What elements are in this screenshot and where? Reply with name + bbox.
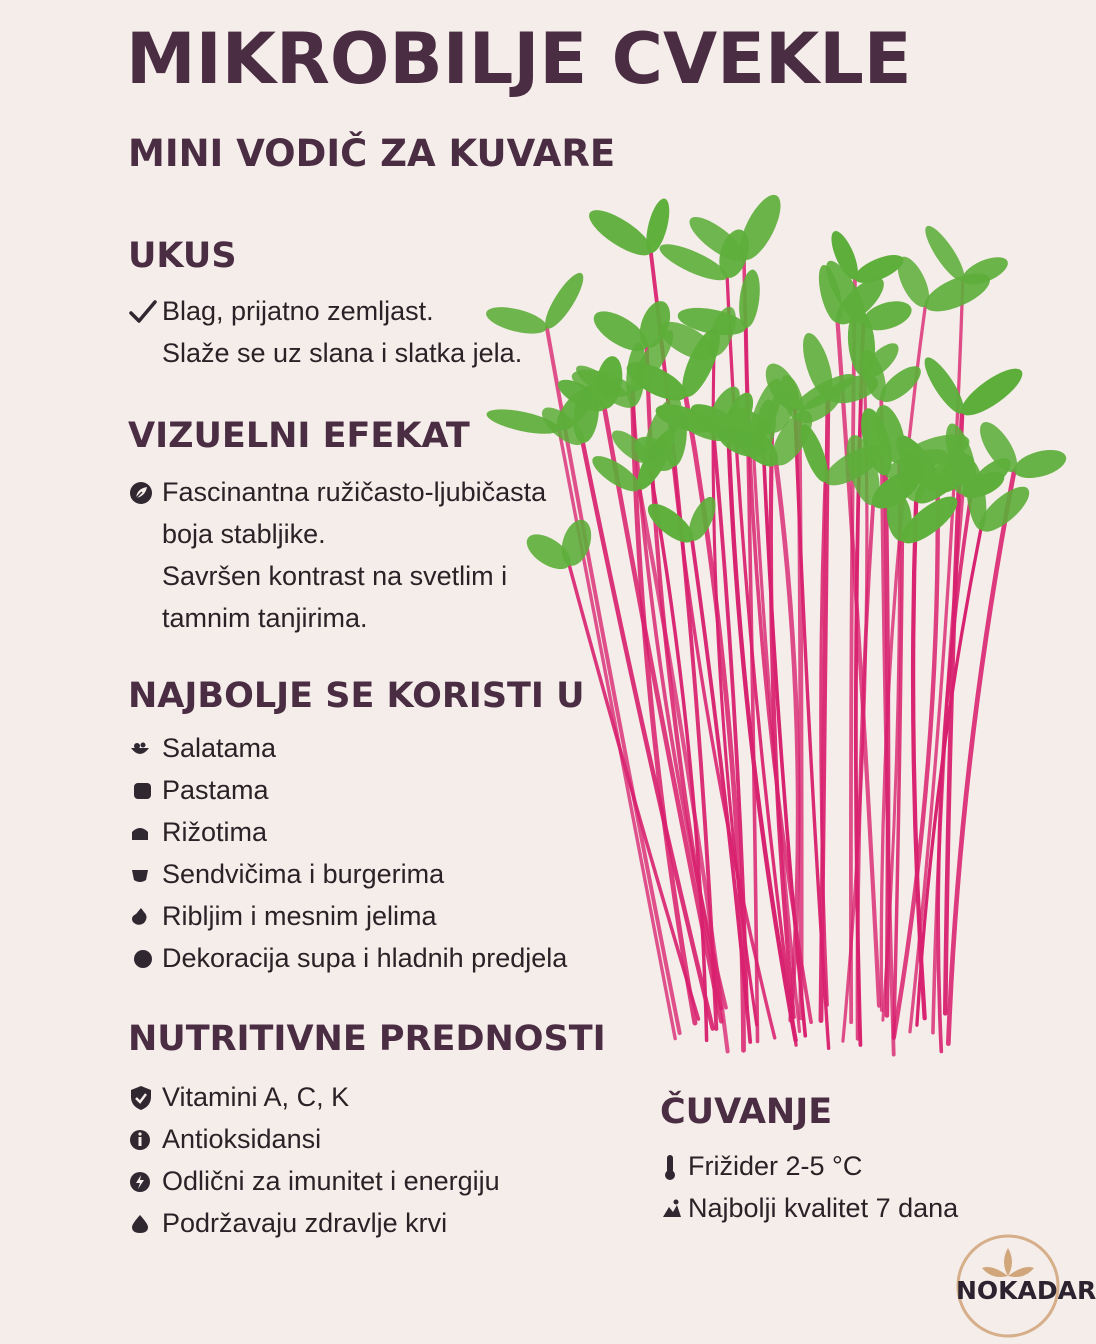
vizuelni-line-2: boja stabljike. — [162, 519, 326, 549]
checkmark-icon — [128, 299, 162, 325]
list-item: Pastama — [128, 775, 269, 806]
logo-text: NOKADAR — [956, 1276, 1096, 1305]
list-item: Dekoracija supa i hladnih predjela — [128, 943, 567, 974]
shield-check-icon — [128, 1084, 162, 1112]
heading-ukus: UKUS — [128, 236, 237, 276]
list-item: Podržavaju zdravlje krvi — [128, 1208, 447, 1239]
leaf-icon — [128, 480, 162, 506]
thermometer-icon — [660, 1153, 688, 1181]
page-title: MIKROBILJE CVEKLE — [126, 18, 912, 100]
quality-icon — [660, 1197, 688, 1221]
info-icon — [128, 1128, 162, 1152]
list-item: Frižider 2-5 °C — [660, 1151, 862, 1182]
leaf — [1011, 445, 1070, 484]
energy-icon — [128, 1170, 162, 1194]
list-item: Ribljim i mesnim jelima — [128, 901, 437, 932]
list-item: Antioksidansi — [128, 1124, 321, 1155]
leaf — [955, 361, 1029, 423]
salad-icon — [128, 738, 162, 760]
leaf — [539, 268, 590, 333]
list-item: Najbolji kvalitet 7 dana — [660, 1193, 958, 1224]
heading-vizuelni: VIZUELNI EFEKAT — [128, 416, 470, 456]
list-item: Sendvičima i burgerima — [128, 859, 444, 890]
leaf — [583, 202, 658, 263]
blood-icon — [128, 1212, 162, 1236]
ukus-line-1: Blag, prijatno zemljast. — [128, 296, 434, 327]
list-item: Rižotima — [128, 817, 267, 848]
leaf — [919, 221, 970, 285]
heading-nutritivne: NUTRITIVNE PREDNOSTI — [128, 1019, 606, 1059]
meat-icon — [128, 905, 162, 929]
soup-icon — [128, 950, 162, 968]
list-item: Odlični za imunitet i energiju — [128, 1166, 500, 1197]
page-subtitle: MINI VODIČ ZA KUVARE — [128, 132, 616, 175]
heading-cuvanje: ČUVANJE — [660, 1092, 833, 1132]
risotto-icon — [128, 822, 162, 844]
vizuelni-line-1: Fascinantna ružičasto-ljubičasta — [128, 477, 546, 508]
list-item: Vitamini A, C, K — [128, 1082, 349, 1113]
vizuelni-line-4: tamnim tanjirima. — [162, 603, 368, 633]
beet-microgreens-image — [530, 210, 1030, 1090]
list-item: Salatama — [128, 733, 276, 764]
heading-koristi: NAJBOLJE SE KORISTI U — [128, 676, 585, 716]
ukus-line-2: Slaže se uz slana i slatka jela. — [162, 338, 523, 368]
sandwich-icon — [128, 864, 162, 886]
pasta-icon — [128, 783, 162, 799]
leaf — [483, 302, 549, 339]
vizuelni-line-3: Savršen kontrast na svetlim i — [162, 561, 508, 591]
